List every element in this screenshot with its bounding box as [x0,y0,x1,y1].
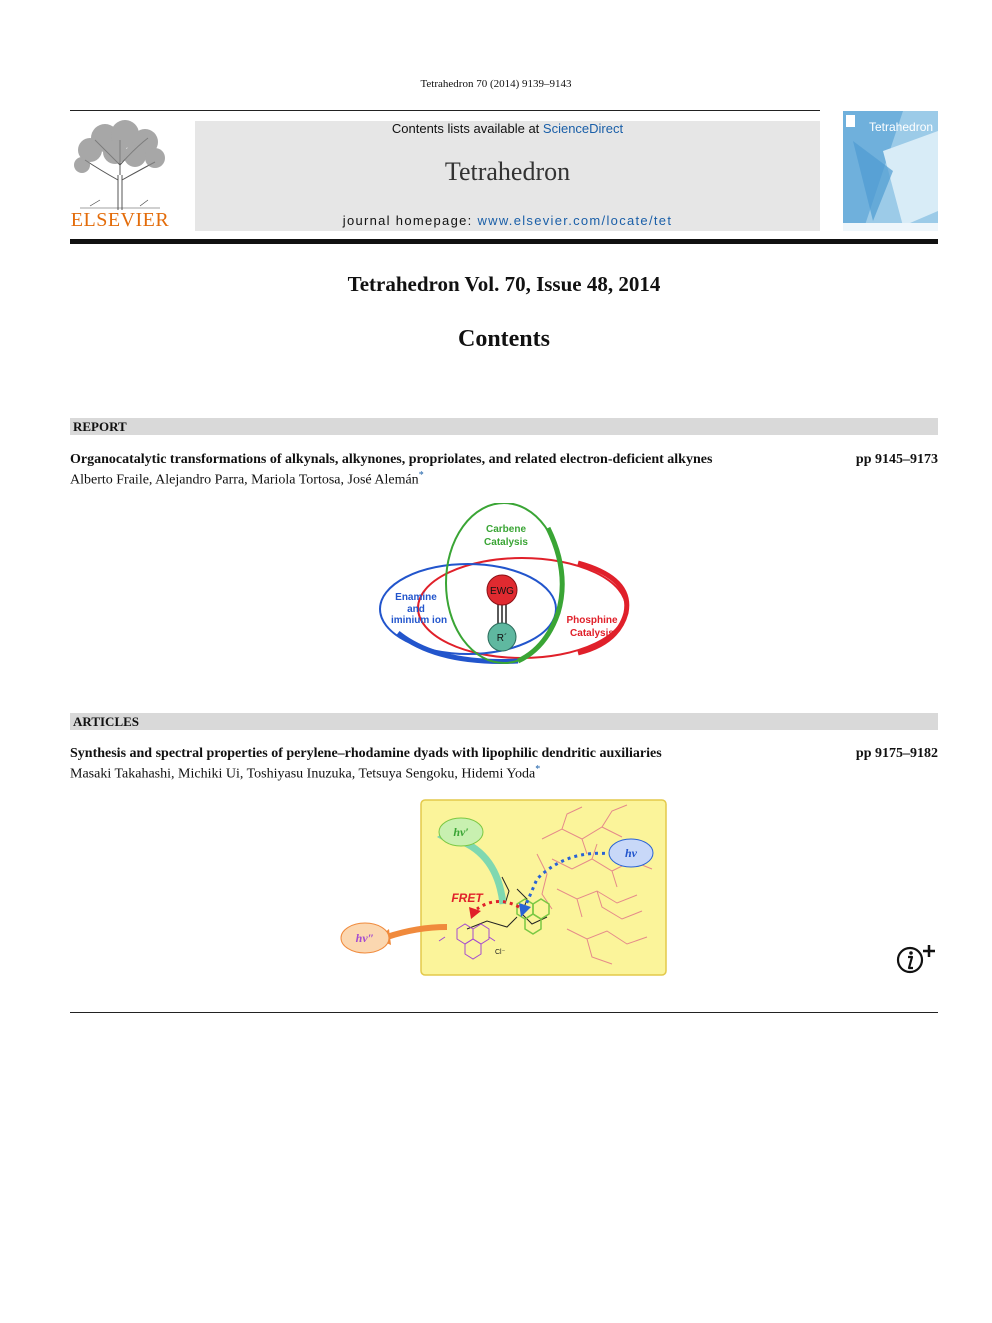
section-bar-articles [70,713,938,730]
info-plus-icon [896,942,940,976]
author-list [70,764,540,783]
sciencedirect-link[interactable]: ScienceDirect [542,121,624,136]
authors-text: Masaki Takahashi, Michiki Ui, Toshiyasu Inuzuka, Tetsuya Sengoku, Hidemi Yoda [70,766,536,782]
section-label: ARTICLES [73,714,140,729]
section-bar-report [70,418,938,435]
venn-diagram [378,503,633,668]
corresponding-author-mark[interactable]: * [418,470,424,481]
carbene-label-1: Carbene [485,524,527,535]
graphical-abstract-venn [378,503,633,668]
chloride-label: Cl⁻ [495,949,506,956]
cover-image [843,111,938,231]
author-list [70,470,424,489]
enamine-label-3: iminium ion [390,615,448,626]
enamine-label-2: and [407,604,425,615]
ewg-label: EWG [490,586,514,597]
article-title-link[interactable]: Organocatalytic transformations of alkynals, alkynones, propriolates, and related electron-deficient alkynes [70,452,713,467]
hv-double-prime-label: hν″ [355,931,375,945]
contents-available-line [195,121,820,136]
elsevier-tree-icon [70,120,170,212]
hv-prime-label: hν′ [453,825,469,839]
elsevier-logo[interactable] [70,120,170,232]
enamine-label-1: Enamine [395,592,437,603]
carbene-label-2: Catalysis [484,537,528,548]
article-title-link[interactable]: Synthesis and spectral properties of perylene–rhodamine dyads with lipophilic dendritic auxiliaries [70,746,662,761]
fret-label: FRET [451,891,483,905]
authors-text: Alberto Fraile, Alejandro Parra, Mariola Tortosa, José Alemán [70,472,419,488]
journal-name: Tetrahedron [444,157,571,186]
journal-masthead [195,121,820,231]
issue-title: Tetrahedron Vol. 70, Issue 48, 2014 [347,272,661,296]
section-label: REPORT [73,419,127,434]
header-rule [70,110,820,111]
phosphine-label-2: Catalysis [570,628,614,639]
corresponding-author-mark[interactable]: * [535,764,541,775]
journal-cover-thumbnail[interactable] [843,111,938,231]
hv-label: hν [625,846,637,860]
contents-available-text: Contents lists available at [391,121,543,136]
homepage-link[interactable]: www.elsevier.com/locate/tet [477,213,673,228]
page-range: pp 9175–9182 [855,746,938,761]
running-head: Tetrahedron 70 (2014) 9139–9143 [420,78,572,90]
homepage-label: journal homepage: [342,213,478,228]
graphical-abstract-fret [337,799,669,977]
page-range: pp 9145–9173 [855,452,938,467]
fret-scheme [337,799,669,977]
masthead-rule [70,239,938,244]
journal-homepage-line [195,213,820,228]
bottom-rule [70,1012,938,1013]
cover-title: Tetrahedron [869,120,934,134]
contents-title: Contents [457,326,550,352]
phosphine-label-1: Phosphine [566,615,618,626]
elsevier-wordmark: ELSEVIER [70,209,170,231]
r-label: R´ [496,633,508,644]
supplementary-info-icon[interactable] [896,942,940,976]
